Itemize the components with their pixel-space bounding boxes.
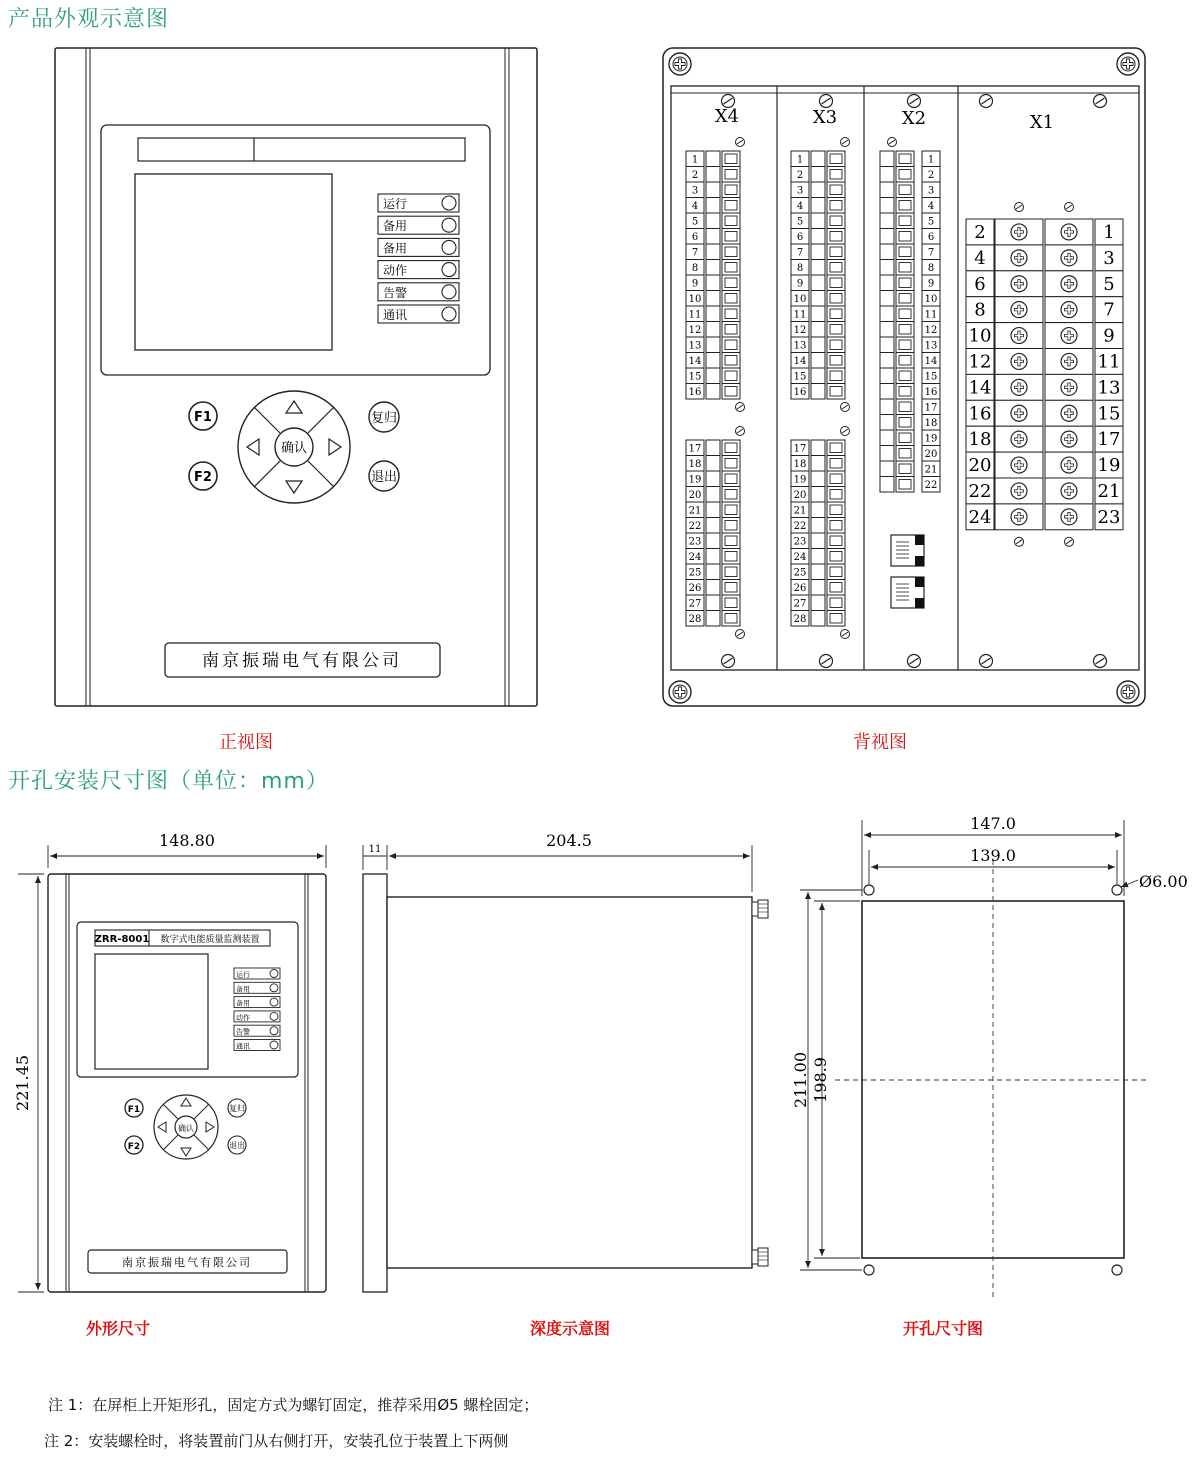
terminal <box>880 477 940 493</box>
terminal-number: 10 <box>688 294 702 305</box>
ethernet-port-1 <box>891 535 924 566</box>
terminal-number: 1 <box>691 154 699 166</box>
x1-terminal-number: 3 <box>1103 247 1115 269</box>
terminal <box>791 471 845 487</box>
terminal-number: 15 <box>793 371 807 383</box>
terminal-number: 14 <box>793 356 807 367</box>
hole-diameter-dimension: Ø6.00 <box>1139 872 1188 891</box>
outline-dimension-view <box>13 831 326 1292</box>
terminal <box>791 244 845 260</box>
terminal <box>686 440 740 456</box>
terminal-number: 11 <box>688 309 702 321</box>
terminal <box>791 353 845 369</box>
hole-span-outer-dimension: 147.0 <box>970 814 1016 833</box>
back-view-caption: 背视图 <box>853 732 907 753</box>
terminal-number: 6 <box>691 232 699 243</box>
terminal <box>791 549 845 565</box>
f1-label: F1 <box>194 410 212 425</box>
small-led-indicator <box>234 1011 280 1022</box>
terminal-number: 22 <box>924 480 938 491</box>
terminal <box>791 595 845 611</box>
small-led-lamp-icon <box>270 1027 278 1035</box>
small-led-lamp-icon <box>270 970 278 978</box>
terminal-number: 20 <box>688 490 702 501</box>
terminal-number: 27 <box>793 598 807 610</box>
x1-terminal-number: 16 <box>968 403 992 425</box>
x1-terminal-number: 13 <box>1097 377 1121 399</box>
x1-terminal-number: 6 <box>974 273 986 295</box>
terminal-number: 26 <box>793 583 807 594</box>
mount-hole <box>1112 885 1122 895</box>
terminal-number: 14 <box>924 356 938 367</box>
terminal <box>686 564 740 580</box>
led-indicator <box>378 283 459 301</box>
led-label: 告警 <box>383 285 408 300</box>
terminal-number: 17 <box>924 402 938 414</box>
terminal-number: 6 <box>927 232 935 243</box>
terminal <box>880 461 940 477</box>
terminal <box>686 518 740 534</box>
terminal <box>686 275 740 291</box>
x3-label: X3 <box>812 107 838 128</box>
led-lamp-icon <box>442 240 456 254</box>
terminal <box>880 151 940 167</box>
terminal-number: 4 <box>927 201 935 212</box>
note-1: 注 1：在屏柜上开矩形孔，固定方式为螺钉固定，推荐采用Ø5 螺栓固定； <box>48 1396 539 1414</box>
terminal <box>791 502 845 518</box>
terminal-number: 12 <box>793 325 807 336</box>
x1-terminal-row <box>966 478 1123 504</box>
x2-terminal-block <box>880 138 940 493</box>
install-heading: 开孔安装尺寸图（单位：mm） <box>8 769 329 794</box>
x1-terminal-row <box>966 323 1123 349</box>
cutout-caption: 开孔尺寸图 <box>903 1319 984 1338</box>
terminal <box>791 275 845 291</box>
terminal-number: 20 <box>793 490 807 501</box>
reset-key[interactable] <box>369 402 399 432</box>
height-dimension: 221.45 <box>13 1055 32 1111</box>
mount-hole <box>1112 1265 1122 1275</box>
small-led-indicator <box>234 997 280 1008</box>
terminal <box>686 198 740 214</box>
x1-terminal-row <box>966 504 1123 530</box>
terminal <box>880 213 940 229</box>
terminal-number: 4 <box>691 201 699 212</box>
depth-dimension: 204.5 <box>546 831 592 850</box>
x1-terminal-number: 2 <box>974 222 986 243</box>
cutout-view <box>791 814 1188 1300</box>
terminal <box>686 595 740 611</box>
x4-terminal-block-bottom <box>686 427 745 639</box>
x1-terminal-block <box>966 203 1123 547</box>
terminal-number: 3 <box>927 185 935 197</box>
x1-terminal-row <box>966 400 1123 426</box>
terminal <box>791 306 845 322</box>
led-indicator <box>378 194 459 212</box>
led-label: 通讯 <box>383 308 408 322</box>
terminal-number: 16 <box>924 387 938 398</box>
terminal-number: 13 <box>924 340 938 352</box>
exit-label: 退出 <box>370 470 398 485</box>
small-reset-label: 复归 <box>229 1104 245 1113</box>
x1-terminal-number: 19 <box>1097 455 1121 477</box>
small-f2-label: F2 <box>127 1142 141 1152</box>
x1-terminal-number: 11 <box>1097 351 1121 373</box>
terminal <box>880 399 940 415</box>
terminal-number: 20 <box>924 449 938 460</box>
x1-terminal-number: 10 <box>968 325 992 347</box>
x1-terminal-row <box>966 426 1123 452</box>
small-led-indicator <box>234 1040 280 1051</box>
terminal-number: 23 <box>793 536 807 548</box>
small-led-indicator <box>234 982 280 993</box>
terminal <box>880 229 940 245</box>
x1-terminal-number: 24 <box>968 506 992 528</box>
terminal-number: 12 <box>924 325 938 336</box>
ethernet-port-2 <box>891 577 924 608</box>
terminal <box>880 275 940 291</box>
device-name-label: 数字式电能质量监测装置 <box>160 935 260 945</box>
terminal <box>791 151 845 167</box>
terminal-number: 1 <box>796 154 804 166</box>
terminal-number: 26 <box>688 583 702 594</box>
terminal <box>791 229 845 245</box>
terminal <box>880 415 940 431</box>
x1-terminal-number: 1 <box>1103 222 1115 243</box>
small-led-indicator <box>234 968 280 979</box>
width-dimension: 148.80 <box>159 831 215 850</box>
led-lamp-icon <box>442 307 456 321</box>
terminal <box>880 446 940 462</box>
terminal <box>686 151 740 167</box>
terminal <box>686 182 740 198</box>
terminal <box>686 456 740 472</box>
led-indicator <box>378 305 459 323</box>
terminal <box>791 182 845 198</box>
terminal-number: 13 <box>793 340 807 352</box>
terminal <box>686 306 740 322</box>
terminal <box>880 182 940 198</box>
terminal <box>686 167 740 183</box>
terminal-number: 11 <box>924 309 938 321</box>
x1-terminal-number: 5 <box>1103 273 1115 295</box>
small-led-label: 备用 <box>236 999 250 1008</box>
x1-terminal-number: 4 <box>974 247 986 269</box>
terminal-number: 2 <box>927 170 935 181</box>
terminal-number: 14 <box>688 356 702 367</box>
terminal-number: 1 <box>927 154 935 166</box>
x1-terminal-row <box>966 271 1123 297</box>
x1-label: X1 <box>1029 112 1055 133</box>
terminal-number: 18 <box>688 459 702 470</box>
x1-terminal-number: 17 <box>1097 429 1121 451</box>
terminal <box>791 456 845 472</box>
small-f1-label: F1 <box>127 1105 141 1115</box>
terminal <box>880 244 940 260</box>
led-indicator <box>378 216 459 234</box>
direction-pad[interactable] <box>238 391 350 503</box>
x1-terminal-number: 20 <box>968 455 992 477</box>
x1-terminal-number: 7 <box>1103 299 1115 321</box>
terminal-number: 9 <box>927 278 935 290</box>
led-label: 备用 <box>383 241 408 256</box>
x1-terminal-number: 8 <box>974 299 986 321</box>
terminal-number: 5 <box>691 216 699 228</box>
small-led-label: 通讯 <box>236 1042 250 1051</box>
small-exit-label: 退出 <box>229 1141 245 1150</box>
terminal-number: 16 <box>688 387 702 398</box>
x2-label: X2 <box>901 108 927 129</box>
terminal <box>791 564 845 580</box>
led-label: 动作 <box>383 263 408 278</box>
led-indicator <box>378 238 459 256</box>
x3-terminal-block-bottom <box>791 427 850 639</box>
terminal-number: 21 <box>924 464 938 476</box>
terminal <box>686 353 740 369</box>
terminal <box>880 430 940 446</box>
terminal-number: 24 <box>688 552 702 563</box>
terminal <box>791 167 845 183</box>
terminal <box>686 213 740 229</box>
terminal-number: 10 <box>924 294 938 305</box>
led-label: 运行 <box>383 197 408 211</box>
terminal-number: 8 <box>691 263 699 274</box>
x1-terminal-number: 18 <box>968 429 992 451</box>
cut-height-inner-dimension: 198.9 <box>811 1057 830 1103</box>
terminal <box>880 322 940 338</box>
terminal-number: 10 <box>793 294 807 305</box>
terminal-number: 8 <box>927 263 935 274</box>
terminal <box>686 322 740 338</box>
terminal <box>791 260 845 276</box>
terminal-number: 16 <box>793 387 807 398</box>
outline-caption: 外形尺寸 <box>86 1319 151 1338</box>
terminal-number: 19 <box>793 474 807 486</box>
depth-view <box>363 831 768 1292</box>
terminal <box>880 306 940 322</box>
note-2: 注 2：安装螺栓时，将装置前门从右侧打开，安装孔位于装置上下两侧 <box>44 1432 509 1450</box>
led-label: 备用 <box>383 219 408 234</box>
small-led-lamp-icon <box>270 1041 278 1049</box>
terminal <box>791 322 845 338</box>
small-led-lamp-icon <box>270 984 278 992</box>
small-led-lamp-icon <box>270 1012 278 1020</box>
terminal-number: 7 <box>691 247 699 259</box>
terminal <box>686 471 740 487</box>
terminal <box>791 213 845 229</box>
terminal-number: 28 <box>688 614 702 625</box>
depth-caption: 深度示意图 <box>530 1319 611 1338</box>
f2-label: F2 <box>194 470 212 485</box>
terminal <box>686 244 740 260</box>
terminal <box>686 533 740 549</box>
terminal-number: 21 <box>688 505 702 517</box>
lcd-screen <box>135 174 332 350</box>
small-confirm-label: 确认 <box>178 1124 194 1133</box>
terminal <box>791 368 845 384</box>
terminal-number: 17 <box>688 443 702 455</box>
mount-hole <box>864 885 874 895</box>
hole-span-inner-dimension: 139.0 <box>970 846 1016 865</box>
front-view-caption: 正视图 <box>219 732 273 753</box>
terminal <box>880 384 940 400</box>
terminal-number: 5 <box>927 216 935 228</box>
x1-terminal-number: 22 <box>968 481 992 502</box>
terminal-number: 28 <box>793 614 807 625</box>
small-company-plate: 南京振瑞电气有限公司 <box>122 1256 252 1269</box>
terminal-number: 12 <box>688 325 702 336</box>
terminal-number: 19 <box>688 474 702 486</box>
terminal <box>686 549 740 565</box>
terminal <box>791 384 845 400</box>
terminal-number: 27 <box>688 598 702 610</box>
terminal-number: 15 <box>924 371 938 383</box>
x3-terminal-block-top <box>791 138 850 412</box>
terminal-number: 25 <box>793 567 807 579</box>
terminal <box>880 291 940 307</box>
terminal <box>686 368 740 384</box>
x1-terminal-row <box>966 374 1123 400</box>
terminal-number: 11 <box>793 309 807 321</box>
x1-terminal-row <box>966 349 1123 375</box>
terminal-number: 18 <box>924 418 938 429</box>
terminal-number: 2 <box>796 170 804 181</box>
terminal <box>880 260 940 276</box>
terminal <box>686 384 740 400</box>
x1-terminal-row <box>966 245 1123 271</box>
x1-terminal-number: 21 <box>1097 481 1121 502</box>
led-lamp-icon <box>442 285 456 299</box>
terminal-number: 22 <box>793 521 807 532</box>
front-thickness-dimension: 11 <box>368 844 382 855</box>
x1-terminal-row <box>966 219 1123 245</box>
x1-terminal-row <box>966 452 1123 478</box>
led-lamp-icon <box>442 263 456 277</box>
x4-terminal-block-top <box>686 138 745 412</box>
small-led-label: 动作 <box>236 1013 250 1022</box>
company-plate: 南京振瑞电气有限公司 <box>202 651 402 671</box>
back-view <box>663 48 1145 706</box>
terminal-number: 23 <box>688 536 702 548</box>
terminal <box>791 611 845 627</box>
small-led-label: 运行 <box>236 971 250 979</box>
terminal <box>880 337 940 353</box>
led-lamp-icon <box>442 218 456 232</box>
terminal <box>880 198 940 214</box>
f1-key[interactable] <box>189 402 217 430</box>
terminal-number: 13 <box>688 340 702 352</box>
terminal <box>686 580 740 596</box>
terminal <box>686 291 740 307</box>
small-led-lamp-icon <box>270 998 278 1006</box>
terminal-number: 17 <box>793 443 807 455</box>
terminal <box>686 337 740 353</box>
small-led-label: 备用 <box>236 985 250 994</box>
x1-terminal-number: 15 <box>1097 403 1121 425</box>
terminal-number: 9 <box>691 278 699 290</box>
reset-label: 复归 <box>370 411 398 426</box>
x4-label: X4 <box>714 106 740 127</box>
terminal-number: 9 <box>796 278 804 290</box>
terminal <box>686 502 740 518</box>
terminal-number: 7 <box>927 247 935 259</box>
terminal-number: 6 <box>796 232 804 243</box>
terminal <box>791 337 845 353</box>
terminal-number: 3 <box>796 185 804 197</box>
terminal <box>791 487 845 503</box>
terminal <box>686 611 740 627</box>
terminal-number: 22 <box>688 521 702 532</box>
x1-terminal-number: 14 <box>968 377 992 399</box>
terminal <box>686 260 740 276</box>
terminal-number: 15 <box>688 371 702 383</box>
terminal-number: 25 <box>688 567 702 579</box>
terminal-number: 2 <box>691 170 699 181</box>
terminal <box>880 167 940 183</box>
led-indicator <box>378 261 459 279</box>
terminal <box>686 487 740 503</box>
terminal-number: 21 <box>793 505 807 517</box>
led-lamp-icon <box>442 196 456 210</box>
x1-terminal-number: 23 <box>1097 506 1121 528</box>
cut-height-outer-dimension: 211.00 <box>791 1052 810 1108</box>
x1-terminal-number: 9 <box>1103 325 1115 347</box>
terminal-number: 19 <box>924 433 938 445</box>
terminal-number: 3 <box>691 185 699 197</box>
terminal-number: 18 <box>793 459 807 470</box>
front-view <box>55 48 537 706</box>
f2-key[interactable] <box>189 462 217 490</box>
appearance-heading: 产品外观示意图 <box>8 7 170 32</box>
terminal <box>880 353 940 369</box>
terminal <box>880 368 940 384</box>
small-led-label: 告警 <box>236 1028 250 1037</box>
small-led-indicator <box>234 1025 280 1036</box>
terminal <box>791 198 845 214</box>
terminal-number: 24 <box>793 552 807 563</box>
confirm-key-label[interactable]: 确认 <box>280 441 308 456</box>
terminal <box>791 291 845 307</box>
terminal <box>791 580 845 596</box>
mount-hole <box>864 1265 874 1275</box>
terminal-number: 5 <box>796 216 804 228</box>
model-label: ZRR-8001 <box>94 934 150 945</box>
terminal <box>791 533 845 549</box>
x1-terminal-row <box>966 297 1123 323</box>
terminal <box>686 229 740 245</box>
x1-terminal-number: 12 <box>968 351 992 373</box>
terminal-number: 7 <box>796 247 804 259</box>
terminal-number: 8 <box>796 263 804 274</box>
terminal <box>791 518 845 534</box>
terminal-number: 4 <box>796 201 804 212</box>
exit-key[interactable] <box>369 461 399 491</box>
terminal <box>791 440 845 456</box>
